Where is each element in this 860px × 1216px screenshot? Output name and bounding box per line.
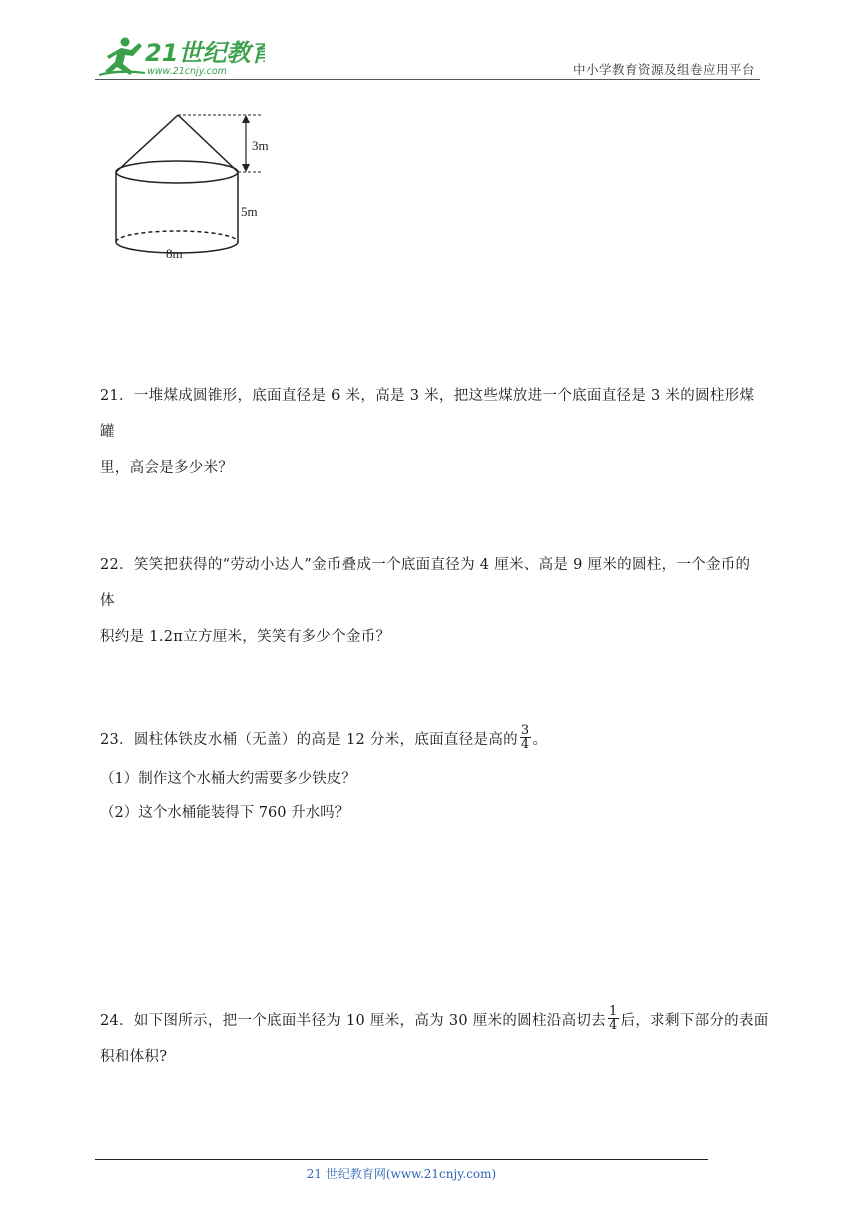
runner-logo-icon [95, 34, 265, 80]
question-23-text: 23．圆柱体铁皮水桶（无盖）的高是 12 分米，底面直径是高的 [100, 732, 518, 748]
question-23-part1: （1）制作这个水桶大约需要多少铁皮？ [100, 771, 356, 787]
svg-text:3m: 3m [252, 138, 269, 153]
question-23-part2: （2）这个水桶能装得下 760 升水吗？ [100, 805, 350, 821]
fraction-three-quarters: $\frac{3}{4}$ [520, 722, 530, 752]
svg-text:21世纪教育: 21世纪教育 [145, 39, 265, 67]
question-24-line1: 24．如下图所示，把一个底面半径为 10 厘米，高为 30 厘米的圆柱沿高切去 $\frac{1}{4}$ 后，求剩下部分的表面 [100, 1003, 769, 1033]
footer-link[interactable]: 21 世纪教育网(www.21cnjy.com) [306, 1167, 497, 1181]
question-22 [100, 547, 765, 655]
question-21-line2: 里，高会是多少米？ [100, 460, 234, 476]
svg-text:www.21cnjy.com: www.21cnjy.com [147, 66, 227, 77]
question-22-line2: 积约是 1.2π立方厘米，笑笑有多少个金币？ [100, 629, 391, 645]
question-21-line1: 21．一堆煤成圆锥形，底面直径是 6 米，高是 3 米，把这些煤放进一个底面直径是 3 米的圆柱形煤罐 [100, 388, 755, 440]
cone-cylinder-figure [100, 106, 300, 266]
question-24 [100, 1003, 770, 1075]
question-22-line1: 22．笑笑把获得的“劳动小达人”金币叠成一个底面直径为 4 厘米、高是 9 厘米的圆柱，一个金币的体 [100, 557, 751, 609]
question-23: 23．圆柱体铁皮水桶（无盖）的高是 12 分米，底面直径是高的 $\frac{3}{4}$ 。 [100, 722, 548, 752]
question-21 [100, 378, 765, 486]
header-divider [95, 79, 760, 80]
site-logo [95, 34, 265, 80]
question-24-line2: 积和体积? [100, 1049, 168, 1065]
svg-text:8m: 8m [166, 246, 183, 261]
footer-divider [95, 1159, 708, 1160]
platform-title: 中小学教育资源及组卷应用平台 [572, 62, 755, 77]
svg-text:5m: 5m [241, 204, 258, 219]
fraction-one-quarter: $\frac{1}{4}$ [609, 1003, 618, 1033]
